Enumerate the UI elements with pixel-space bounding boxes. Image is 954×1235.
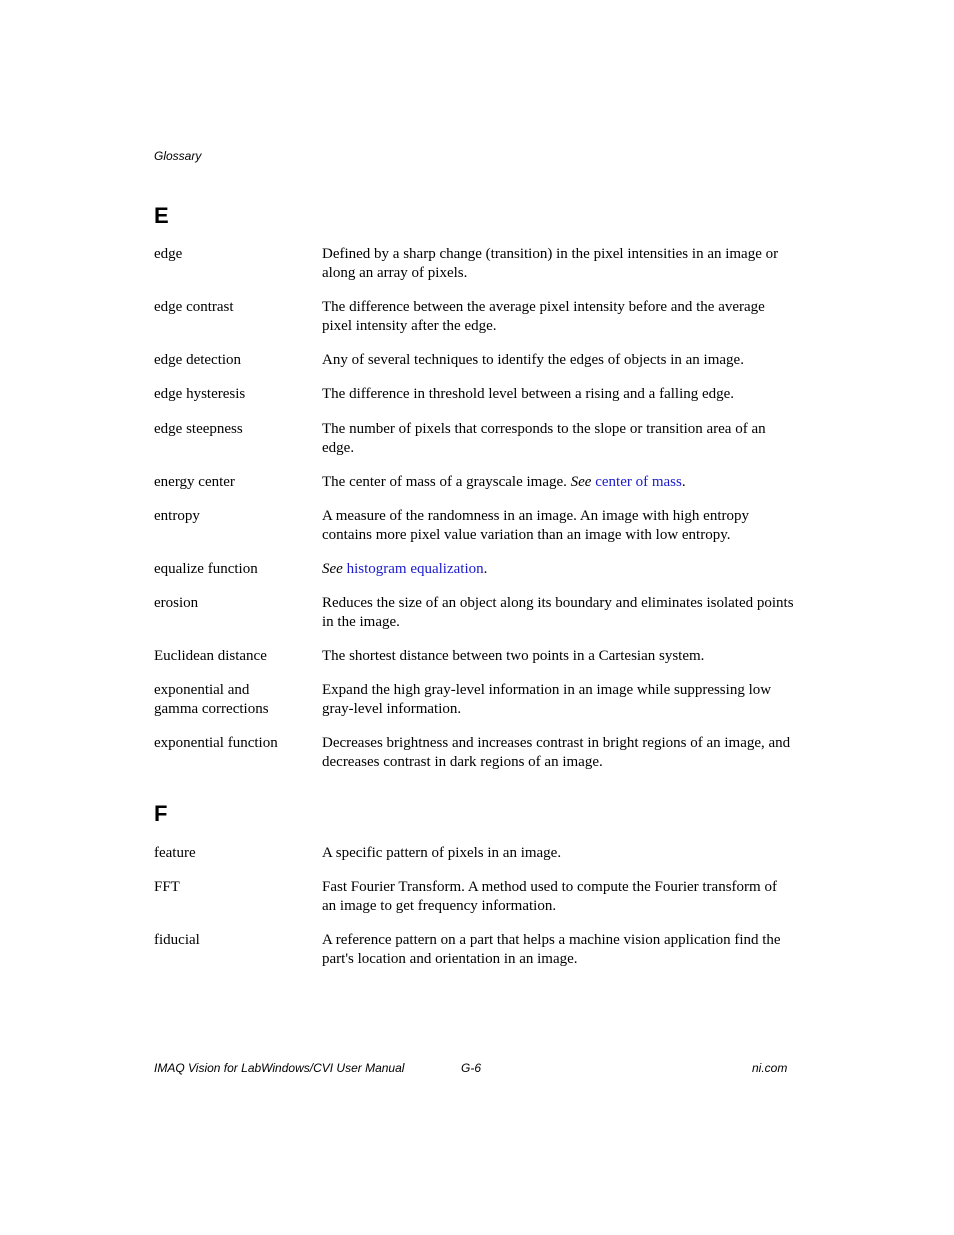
- definition: Fast Fourier Transform. A method used to compute the Fourier transform of an image to get frequency information.: [322, 879, 777, 914]
- glossary-entry-edge-detection: [154, 351, 794, 370]
- term: FFT: [154, 879, 180, 895]
- term: edge steepness: [154, 421, 243, 437]
- definition: Reduces the size of an object along its boundary and eliminates isolated points in the image.: [322, 595, 794, 630]
- term: erosion: [154, 595, 199, 611]
- definition: A reference pattern on a part that helps a machine vision application find the part's location and orientation in an image.: [322, 932, 781, 967]
- trailing-punctuation: .: [681, 474, 686, 490]
- definition: A measure of the randomness in an image. An image with high entropy contains more pixel value variation than an image with low entropy.: [322, 508, 749, 543]
- link-center-of-mass[interactable]: center of mass: [595, 474, 682, 490]
- footer-page-number: G-6: [461, 1061, 482, 1075]
- glossary-entry-energy-center: [154, 473, 794, 492]
- section-letter-e: E: [154, 203, 169, 228]
- term: edge hysteresis: [154, 386, 246, 402]
- term: energy center: [154, 474, 235, 490]
- glossary-entry-fiducial: [154, 931, 794, 969]
- term: equalize function: [154, 561, 258, 577]
- term-line-1: exponential and: [154, 682, 250, 698]
- glossary-entry-exponential-function: [154, 734, 794, 772]
- glossary-entry-exponential-gamma: [154, 681, 794, 719]
- definition: Expand the high gray-level information in an image while suppressing low gray-level information.: [322, 682, 772, 717]
- definition: The number of pixels that corresponds to the slope or transition area of an edge.: [322, 421, 766, 456]
- footer-website: ni.com: [752, 1061, 788, 1075]
- glossary-entry-edge-steepness: [154, 420, 794, 458]
- term: Euclidean distance: [154, 648, 267, 664]
- term: fiducial: [154, 932, 200, 948]
- glossary-entry-erosion: [154, 594, 794, 632]
- glossary-entry-equalize-function: [154, 560, 794, 579]
- link-histogram-equalization[interactable]: histogram equalization: [346, 561, 484, 577]
- term: edge: [154, 246, 183, 262]
- glossary-entry-feature: [154, 844, 794, 863]
- definition: The shortest distance between two points in a Cartesian system.: [322, 648, 705, 664]
- term: exponential function: [154, 735, 278, 751]
- term: feature: [154, 845, 196, 861]
- glossary-entry-edge-hysteresis: [154, 385, 794, 404]
- definition: [322, 560, 794, 579]
- running-header: Glossary: [154, 149, 202, 163]
- definition: Defined by a sharp change (transition) in the pixel intensities in an image or along an array of pixels.: [322, 246, 779, 281]
- definition: The difference in threshold level between a rising and a falling edge.: [322, 386, 735, 402]
- definition-text: The center of mass of a grayscale image.: [322, 474, 567, 490]
- term: entropy: [154, 508, 200, 524]
- definition: Decreases brightness and increases contrast in bright regions of an image, and decreases contrast in dark regions of an image.: [322, 735, 791, 770]
- term: edge contrast: [154, 299, 234, 315]
- section-letter-f: F: [154, 801, 168, 826]
- trailing-punctuation: .: [483, 561, 488, 577]
- glossary-entry-fft: [154, 878, 794, 916]
- see-label: See: [322, 561, 343, 577]
- glossary-entry-edge: [154, 245, 794, 283]
- footer-manual-title: IMAQ Vision for LabWindows/CVI User Manual: [154, 1061, 405, 1075]
- definition: Any of several techniques to identify the edges of objects in an image.: [322, 352, 744, 368]
- glossary-entry-edge-contrast: [154, 298, 794, 336]
- definition: [322, 473, 794, 492]
- glossary-entry-euclidean-distance: [154, 647, 794, 666]
- see-label: See: [570, 474, 592, 490]
- glossary-entry-entropy: [154, 507, 794, 545]
- term: [154, 681, 322, 719]
- definition: A specific pattern of pixels in an image.: [322, 845, 562, 861]
- term: edge detection: [154, 352, 242, 368]
- definition: The difference between the average pixel intensity before and the average pixel intensity after the edge.: [322, 299, 765, 334]
- term-line-2: gamma corrections: [154, 701, 269, 717]
